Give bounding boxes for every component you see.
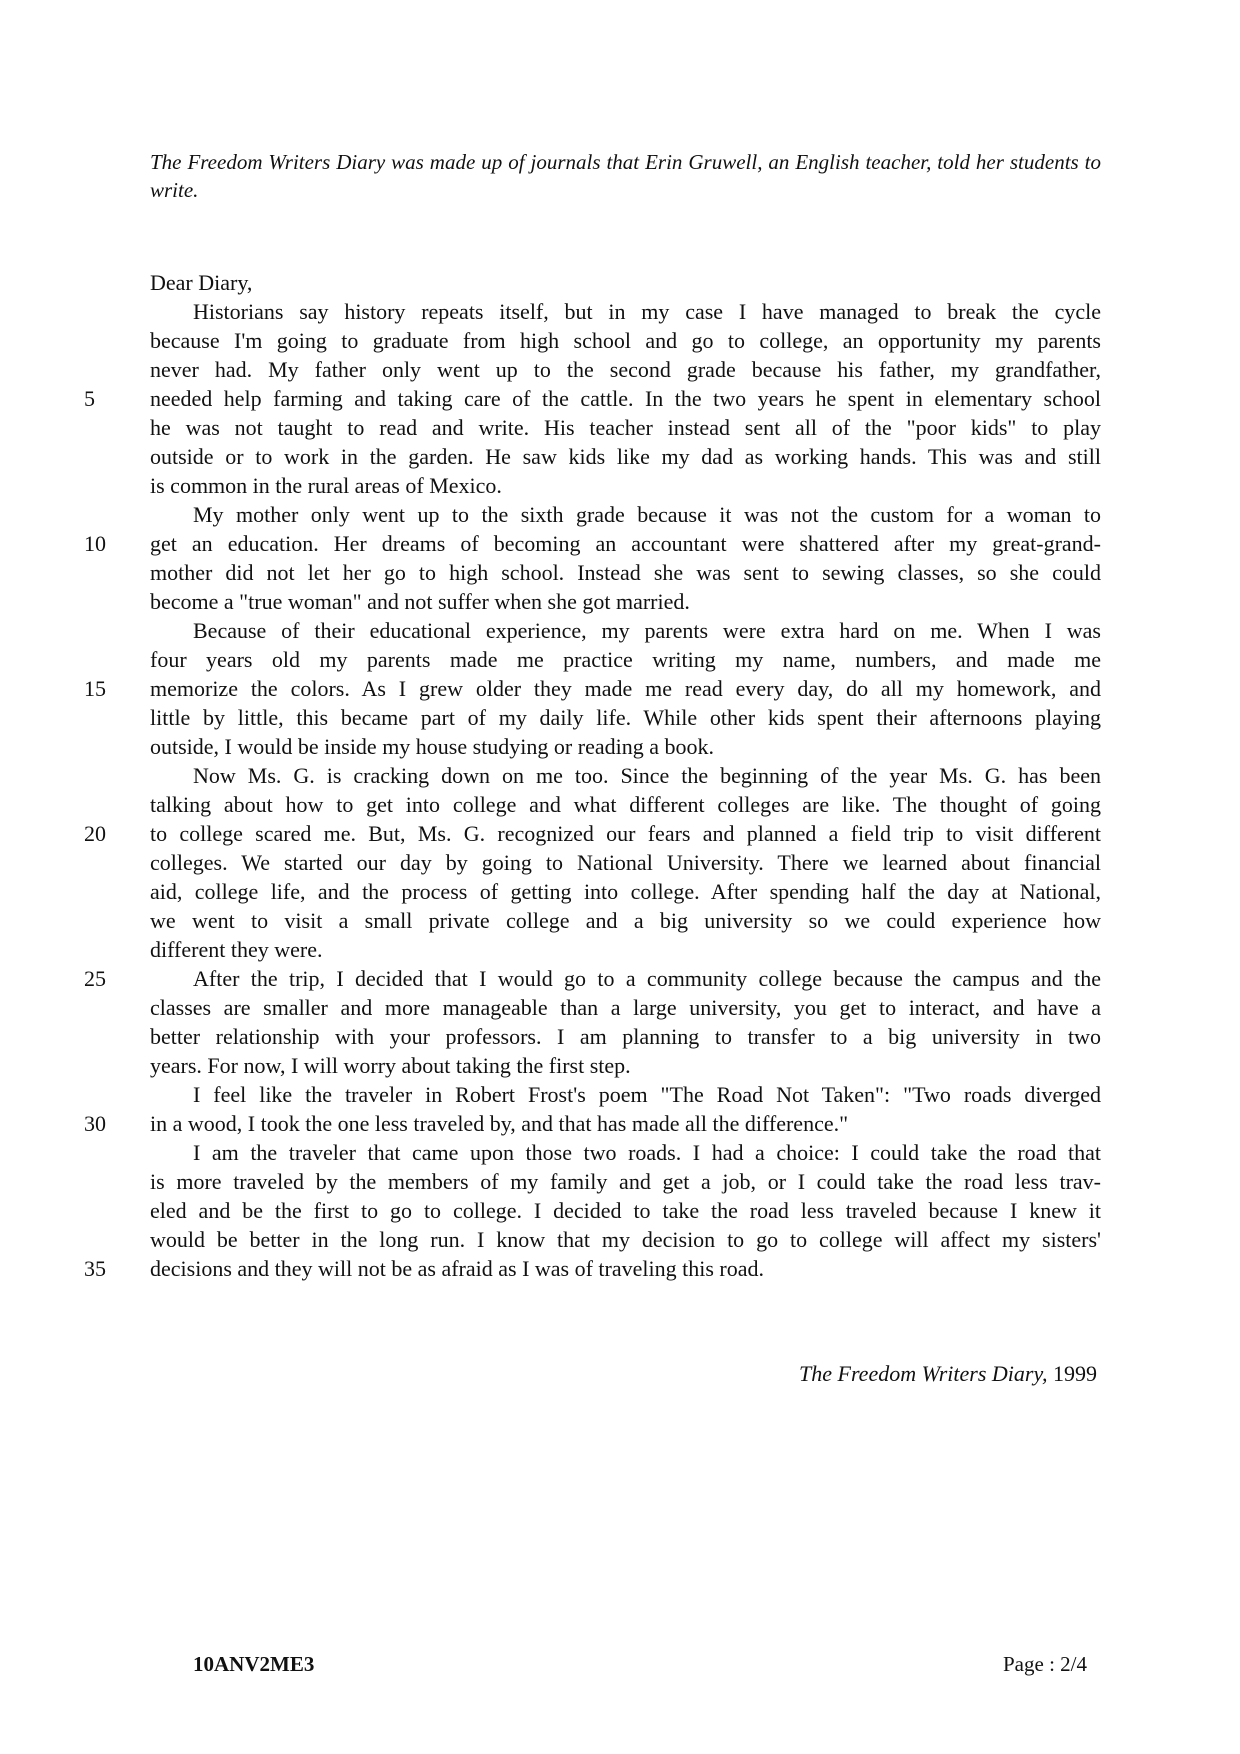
line-text: different they were.	[150, 937, 323, 962]
text-line	[150, 500, 1101, 529]
text-line	[150, 1080, 1101, 1109]
line-number: 5	[84, 386, 95, 411]
line-text: would be better in the long run. I know that my decision to go to college will affect my sisters'	[150, 1227, 1101, 1252]
text-line	[150, 471, 1101, 500]
text-line	[150, 587, 1101, 616]
line-text: I feel like the traveler in Robert Frost's poem "The Road Not Taken": "Two roads diverged	[193, 1082, 1101, 1107]
line-text: to college scared me. But, Ms. G. recognized our fears and planned a field trip to visit different	[150, 821, 1101, 846]
text-line	[150, 790, 1101, 819]
line-number: 30	[84, 1111, 106, 1136]
text-line	[150, 848, 1101, 877]
text-line	[84, 674, 1101, 703]
text-line	[150, 761, 1101, 790]
line-text: we went to visit a small private college and a big university so we could experience how	[150, 908, 1101, 933]
line-number: 35	[84, 1256, 106, 1281]
text-line	[150, 1196, 1101, 1225]
text-line	[84, 384, 1101, 413]
line-text: My mother only went up to the sixth grade because it was not the custom for a woman to	[193, 502, 1101, 527]
text-line	[150, 355, 1101, 384]
line-number: 10	[84, 531, 106, 556]
line-text: Now Ms. G. is cracking down on me too. Since the beginning of the year Ms. G. has been	[193, 763, 1101, 788]
line-text: Because of their educational experience, my parents were extra hard on me. When I was	[193, 618, 1101, 643]
line-text: years. For now, I will worry about taking the first step.	[150, 1053, 631, 1078]
text-line	[150, 877, 1101, 906]
line-text: classes are smaller and more manageable than a large university, you get to interact, and have a	[150, 995, 1101, 1020]
line-text: Dear Diary,	[150, 270, 253, 295]
text-line	[150, 297, 1101, 326]
line-text: never had. My father only went up to the second grade because his father, my grandfather,	[150, 357, 1101, 382]
text-line	[150, 268, 1101, 297]
line-text: decisions and they will not be as afraid as I was of traveling this road.	[150, 1256, 765, 1281]
text-line	[84, 529, 1101, 558]
line-text: memorize the colors. As I grew older they made me read every day, do all my homework, and	[150, 676, 1101, 701]
document-code: 10ANV2ME3	[193, 1652, 315, 1676]
text-line	[150, 732, 1101, 761]
text-line	[150, 645, 1101, 674]
text-line	[150, 1225, 1101, 1254]
line-text: get an education. Her dreams of becoming an accountant were shattered after my great-grand-	[150, 531, 1101, 556]
text-line	[150, 935, 1101, 964]
line-text: colleges. We started our day by going to National University. There we learned about financial	[150, 850, 1101, 875]
line-text: aid, college life, and the process of getting into college. After spending half the day at National,	[150, 879, 1101, 904]
text-line	[150, 326, 1101, 355]
line-number: 15	[84, 676, 106, 701]
line-text: because I'm going to graduate from high school and go to college, an opportunity my parents	[150, 328, 1101, 353]
intro-note: The Freedom Writers Diary was made up of journals that Erin Gruwell, an English teacher, told her students to write.	[150, 150, 1101, 202]
line-text: better relationship with your professors. I am planning to transfer to a big university in two	[150, 1024, 1101, 1049]
line-text: he was not taught to read and write. His teacher instead sent all of the "poor kids" to play	[150, 415, 1101, 440]
line-text: little by little, this became part of my daily life. While other kids spent their afternoons playing	[150, 705, 1101, 730]
text-line	[84, 819, 1101, 848]
text-line	[150, 703, 1101, 732]
text-line	[150, 1167, 1101, 1196]
text-line	[150, 1022, 1101, 1051]
text-line	[150, 413, 1101, 442]
line-text: Historians say history repeats itself, but in my case I have managed to break the cycle	[193, 299, 1101, 324]
page-number: Page : 2/4	[1003, 1652, 1087, 1676]
line-text: in a wood, I took the one less traveled by, and that has made all the difference."	[150, 1111, 849, 1136]
text-line	[150, 558, 1101, 587]
line-text: needed help farming and taking care of the cattle. In the two years he spent in elementary school	[150, 386, 1101, 411]
line-text: become a "true woman" and not suffer when she got married.	[150, 589, 690, 614]
line-text: outside or to work in the garden. He saw kids like my dad as working hands. This was and still	[150, 444, 1101, 469]
text-line	[150, 993, 1101, 1022]
line-text: eled and be the first to go to college. I decided to take the road less traveled because I knew it	[150, 1198, 1101, 1223]
text-line	[84, 964, 1101, 993]
text-line	[150, 442, 1101, 471]
line-number: 20	[84, 821, 106, 846]
line-text: mother did not let her go to high school. Instead she was sent to sewing classes, so she could	[150, 560, 1101, 585]
citation-year: 1999	[1047, 1361, 1097, 1386]
text-line	[84, 1109, 1101, 1138]
text-line	[150, 616, 1101, 645]
line-text: is common in the rural areas of Mexico.	[150, 473, 502, 498]
text-line	[150, 906, 1101, 935]
line-number: 25	[84, 966, 106, 991]
citation-title: The Freedom Writers Diary,	[799, 1361, 1048, 1386]
line-text: I am the traveler that came upon those two roads. I had a choice: I could take the road that	[193, 1140, 1101, 1165]
text-line	[150, 1138, 1101, 1167]
line-text: outside, I would be inside my house studying or reading a book.	[150, 734, 714, 759]
line-text: is more traveled by the members of my family and get a job, or I could take the road less trav-	[150, 1169, 1101, 1194]
line-text: four years old my parents made me practice writing my name, numbers, and made me	[150, 647, 1101, 672]
text-line	[150, 1051, 1101, 1080]
text-line	[84, 1254, 1101, 1283]
line-text: After the trip, I decided that I would go to a community college because the campus and the	[193, 966, 1101, 991]
line-text: talking about how to get into college and what different colleges are like. The thought of going	[150, 792, 1101, 817]
citation	[799, 1361, 1097, 1387]
diary-text	[84, 268, 1101, 1283]
